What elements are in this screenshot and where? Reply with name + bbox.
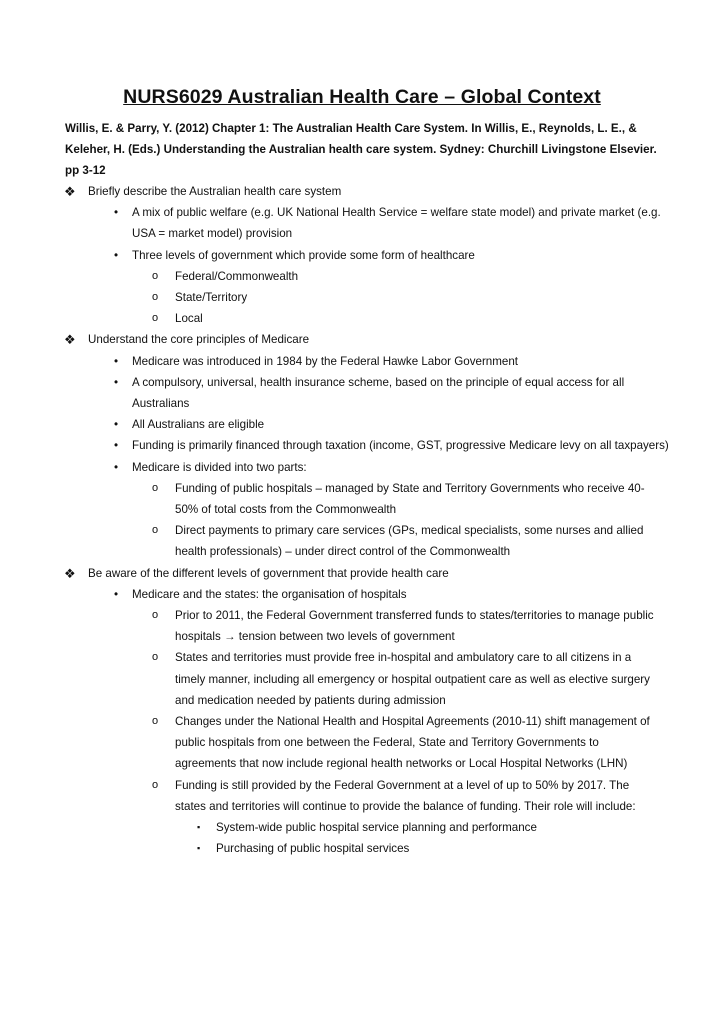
bullet-text: Three levels of government which provide some form of healthcare xyxy=(132,248,475,262)
bullet-text: Changes under the National Health and Hospital Agreements (2010-11) shift management of public hospitals from one between the Federal, State and Territory Governments to agreements that now include regional health networks or Local Hospital Networks (LHN) xyxy=(175,715,650,771)
bullet-marker-icon: o xyxy=(152,609,159,622)
bullet-text: Medicare was introduced in 1984 by the Federal Hawke Labor Government xyxy=(132,354,519,368)
bullet-item xyxy=(0,838,724,859)
bullet-text: Medicare and the states: the organisation of hospitals xyxy=(132,587,407,601)
bullet-item xyxy=(0,266,724,287)
bullet-text: Understand the core principles of Medicare xyxy=(88,333,310,347)
bullet-item xyxy=(0,414,724,435)
bullet-text: Purchasing of public hospital services xyxy=(216,842,410,856)
bullet-marker-icon: • xyxy=(114,248,119,262)
bullet-item xyxy=(0,711,724,775)
bullet-marker-icon: • xyxy=(114,354,119,368)
bullet-item xyxy=(0,817,724,838)
bullet-marker-icon: • xyxy=(114,587,119,601)
bullet-marker-icon: ▪ xyxy=(197,822,201,833)
bullet-marker-icon: o xyxy=(152,778,159,791)
bullet-marker-icon: o xyxy=(152,651,159,664)
bullet-item xyxy=(0,457,724,478)
section-heading-item xyxy=(0,329,724,350)
bullet-item xyxy=(0,584,724,605)
citation: Willis, E. & Parry, Y. (2012) Chapter 1: The Australian Health Care System. In Willis, E., Reynolds, L. E., & Keleher, H. (Eds.) Understanding the Australian health care system. Sydney: Churchill Livingstone Elsevier. pp 3-12 xyxy=(65,122,657,177)
bullet-item xyxy=(0,520,724,562)
bullet-text: Be aware of the different levels of government that provide health care xyxy=(88,566,449,580)
bullet-text: System-wide public hospital service planning and performance xyxy=(216,821,537,835)
bullet-marker-icon: o xyxy=(152,481,159,494)
bullet-item xyxy=(0,435,724,456)
bullet-item xyxy=(0,245,724,266)
bullet-marker-icon: • xyxy=(114,375,119,389)
bullet-text: Federal/Commonwealth xyxy=(175,269,299,283)
bullet-item xyxy=(0,775,724,817)
bullet-text: State/Territory xyxy=(175,291,248,305)
bullet-text: Prior to 2011, the Federal Government transferred funds to states/territories to manage public hospitals → tension between two levels of government xyxy=(175,609,654,644)
bullet-text: All Australians are eligible xyxy=(132,418,265,432)
bullet-marker-icon: ▪ xyxy=(197,843,201,854)
bullet-text: Funding is still provided by the Federal Government at a level of up to 50% by 2017. The states and territories will continue to provide the balance of funding. Their role will include: xyxy=(175,778,636,813)
section-heading-item xyxy=(0,563,724,584)
bullet-text: Funding is primarily financed through taxation (income, GST, progressive Medicare levy on all taxpayers) xyxy=(132,439,669,453)
bullet-text: Briefly describe the Australian health care system xyxy=(88,185,342,198)
bullet-marker-icon: • xyxy=(114,439,119,453)
bullet-item xyxy=(0,202,724,244)
bullet-item xyxy=(0,287,724,308)
bullet-text: Funding of public hospitals – managed by State and Territory Governments who receive 40-50% of total costs from the Commonwealth xyxy=(175,481,645,517)
bullet-text: A mix of public welfare (e.g. UK National Health Service = welfare state model) and private market (e.g. USA = market model) provision xyxy=(132,206,661,241)
bullet-text: Direct payments to primary care services (GPs, medical specialists, some nurses and allied health professionals) – under direct control of the Commonwealth xyxy=(175,524,644,559)
document-title: NURS6029 Australian Health Care – Global Context xyxy=(123,86,601,108)
bullet-item xyxy=(0,372,724,414)
bullet-marker-icon: o xyxy=(152,524,159,537)
bullet-text: States and territories must provide free in-hospital and ambulatory care to all citizens in a timely manner, including all emergency or hospital outpatient care as well as elective surgery and medication needed by patients during admission xyxy=(175,651,650,707)
bullet-marker-icon: o xyxy=(152,269,159,282)
bullet-text: A compulsory, universal, health insurance scheme, based on the principle of equal access for all Australians xyxy=(132,375,625,411)
outline-list xyxy=(0,181,724,860)
bullet-item xyxy=(0,605,724,647)
bullet-marker-icon: • xyxy=(114,418,119,432)
bullet-marker-icon: • xyxy=(114,206,119,220)
bullet-item xyxy=(0,351,724,372)
bullet-marker-icon: • xyxy=(114,460,119,474)
bullet-item xyxy=(0,478,724,520)
bullet-marker-icon: o xyxy=(152,291,159,304)
bullet-marker-icon: ❖ xyxy=(64,565,76,581)
section-heading-item xyxy=(0,181,724,202)
bullet-marker-icon: ❖ xyxy=(64,332,76,348)
bullet-marker-icon: o xyxy=(152,715,159,728)
bullet-text: Medicare is divided into two parts: xyxy=(132,460,307,474)
bullet-text: Local xyxy=(175,312,203,326)
bullet-item xyxy=(0,647,724,711)
bullet-marker-icon: o xyxy=(152,312,159,325)
bullet-marker-icon: ❖ xyxy=(64,184,76,199)
bullet-item xyxy=(0,308,724,329)
